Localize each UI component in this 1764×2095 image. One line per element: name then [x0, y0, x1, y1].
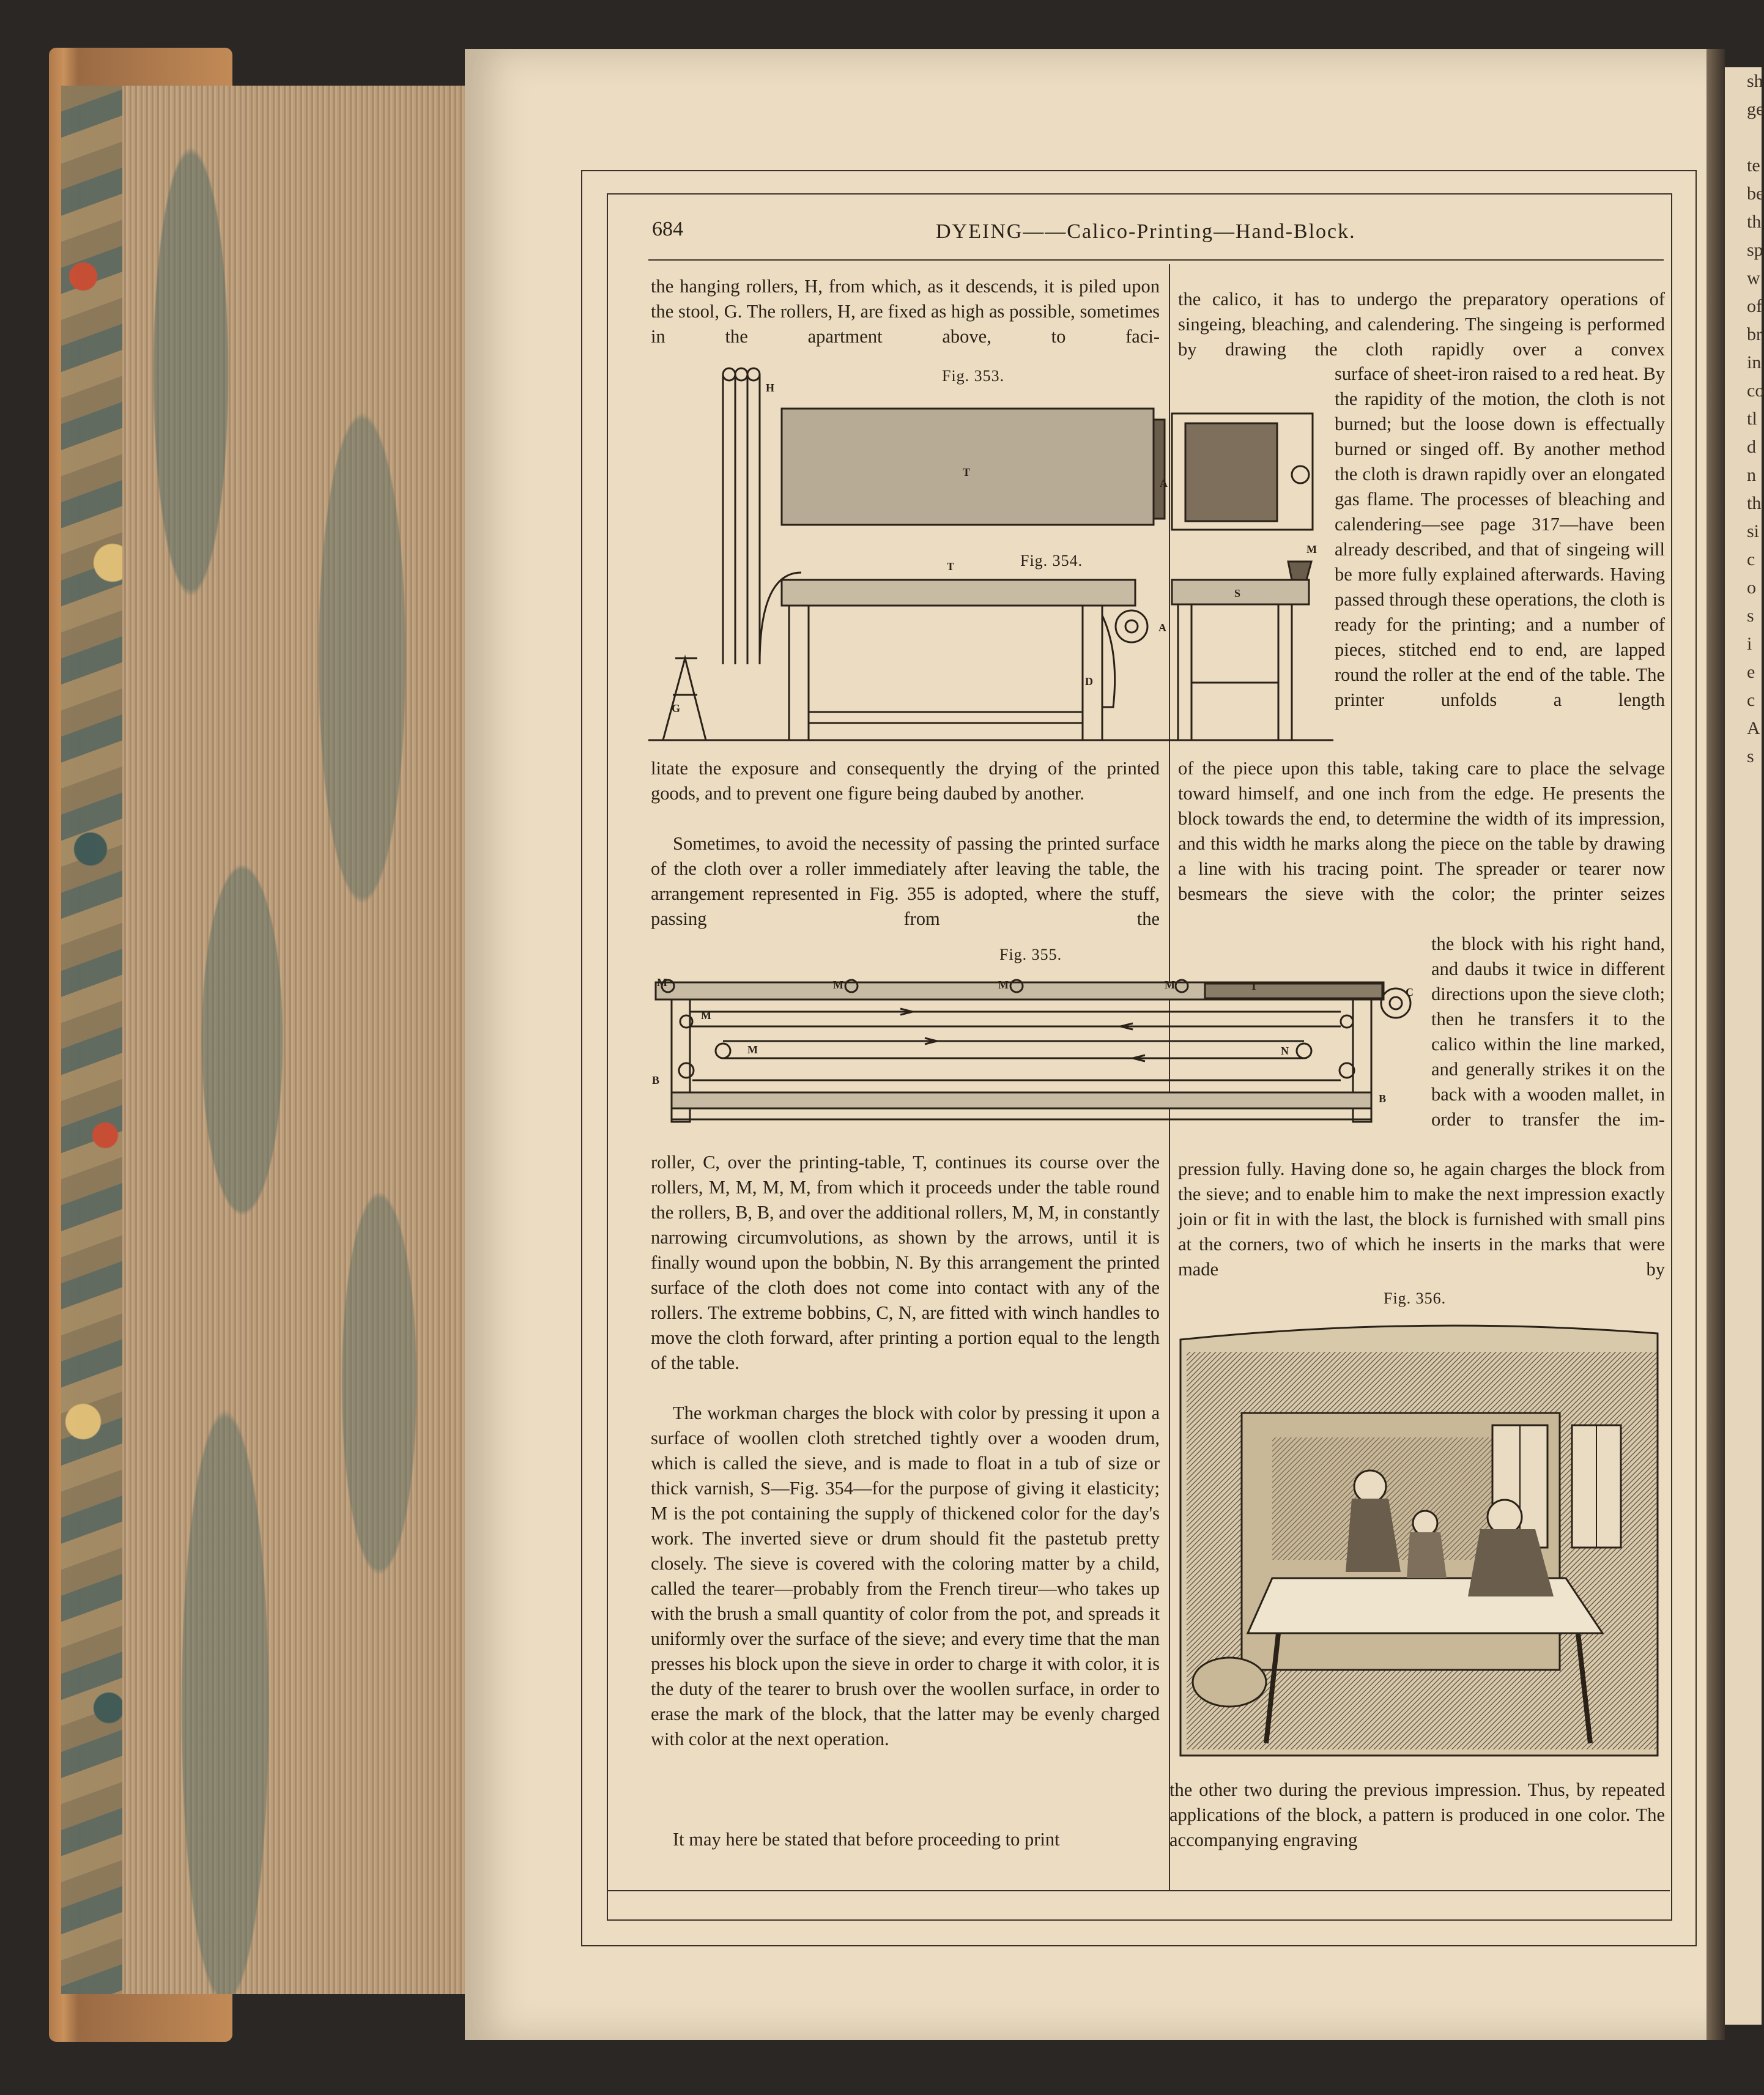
adjacent-page-fragment: of: [1747, 296, 1762, 316]
adjacent-page-fragment: in: [1747, 352, 1762, 373]
adjacent-page-fragment: br: [1747, 324, 1762, 344]
fig354-label-a: A: [1158, 621, 1166, 634]
adjacent-page-fragment: i: [1747, 634, 1752, 654]
adjacent-page-fragment: sh: [1747, 71, 1763, 91]
left-paragraph-5: The workman charges the block with color by pressing it upon a surface of woollen cloth stretched tightly over a wooden drum, which is called the sieve, and is made to float in a tub of size or thick varnish, S—Fig. 354—for the purpose of giving it elasticity; M is the pot containing the supply of thickened color for the day's work. The inverted sieve or drum should fit the pastetub pretty closely. The sieve is covered with the coloring matter by a child, called the tearer—probably from the French tireur—who takes up with the brush a small quantity of color from the pot, and spreads it uniformly over the surface of the sieve; and every time that the man presses his block upon the sieve in order to charge it with color, it is the duty of the tearer to brush over the woollen surface, in order to erase the mark of the block, that the latter may be evenly charged with color at the next operation.: [651, 1403, 1160, 1749]
fig355-label-m5: M: [701, 1009, 711, 1022]
running-head: DYEING——Calico-Printing—Hand-Block.: [936, 220, 1356, 243]
fig355-label-n: N: [1281, 1045, 1289, 1057]
adjacent-page-fragment: w: [1747, 268, 1760, 288]
adjacent-page-fragment: A: [1747, 718, 1760, 738]
fig356-engraving: [1174, 1315, 1664, 1768]
adjacent-page-fragment: sp: [1747, 240, 1763, 260]
adjacent-page-fragment: te: [1747, 155, 1760, 176]
fig355-label-m3: M: [998, 979, 1009, 991]
right-paragraph-5: pression fully. Having done so, he again charges the block from the sieve; and to enable him to make the next impression exactly join or fit in with the last, the block is furnished with small pins at the corners, two of which he inserts in the marks that were made by: [1178, 1159, 1665, 1280]
left-paragraph-3: Sometimes, to avoid the necessity of passing the printed surface of the cloth over a roller immediately after leaving the table, the arrangement represented in Fig. 355 is adopted, where the stuff, passing from the: [651, 833, 1160, 929]
adjacent-page-fragment: o: [1747, 577, 1756, 598]
adjacent-page-fragment: si: [1747, 521, 1760, 541]
book-gutter: [1707, 49, 1725, 2040]
left-paragraph-6: It may here be stated that before proceeding to print: [673, 1829, 1060, 1850]
fig354-label-g: G: [672, 702, 681, 714]
left-paragraph-1: the hanging rollers, H, from which, as it descends, it is piled upon the stool, G. The rollers, H, are fixed as high as possible, sometimes in the apartment above, to faci-: [651, 276, 1160, 347]
fig355-label-b2: B: [1379, 1092, 1387, 1105]
fig355-label-m2: M: [833, 979, 843, 991]
adjacent-page-fragment: tl: [1747, 409, 1757, 429]
fig354-label-d: D: [1085, 675, 1093, 688]
adjacent-page-fragment: n: [1747, 465, 1756, 485]
left-paragraph-4: roller, C, over the printing-table, T, continues its course over the rollers, M, M, M, M, from which it proceeds under the table round the rollers, B, B, and over the additional rollers, M, M, in constantly narrowing circumvolutions, as shown by the arrows, until it is finally wound upon the bobbin, N. By this arrangement the printed surface of the cloth does not come into contact with any of the rollers. The extreme bobbins, C, N, are fitted with winch handles to move the cloth forward, after printing a portion equal to the length of the table.: [651, 1152, 1160, 1373]
fig355-label-m6: M: [747, 1044, 758, 1056]
fig353-label-a: A: [1160, 477, 1168, 489]
adjacent-page-fragment: [1725, 124, 1762, 152]
right-paragraph-2: surface of sheet-iron raised to a red heat. By the rapidity of the motion, the cloth is not burned; but the loose down is effectually burned or singed off. By another method the cloth is drawn rapidly over an elongated gas flame. The processes of bleaching and calendering—see page 317—have been already described, and that of singeing will be more fully explained afterwards. Having passed through these operations, the cloth is ready for the printing; and a number of pieces, stitched end to end, are lapped round the roller at the end of the table. The printer unfolds a length: [1335, 363, 1665, 710]
right-paragraph-4: the block with his right hand, and daubs it twice in different directions upon the sieve cloth; then he transfers it to the calico within the line marked, and generally strikes it on the back with a wooden mallet, in order to transfer the im-: [1431, 933, 1665, 1130]
right-paragraph-3: of the piece upon this table, taking care to place the selvage toward himself, and one inch from the edge. He presents the block towards the end, to determine the width of its impression, and this width he marks along the piece on the table by drawing a line with his tracing point. The spreader or tearer now besmears the sieve with the color; the printer seizes: [1178, 758, 1665, 904]
page-fore-edge: [122, 86, 465, 1994]
right-paragraph-6: the other two during the previous impression. Thus, by repeated applications of the block, a pattern is produced in one color. The accompanying engraving: [1169, 1779, 1665, 1850]
adjacent-page-fragment: c: [1747, 549, 1755, 569]
adjacent-page-fragment: d: [1747, 437, 1756, 457]
fig355-caption: Fig. 355.: [999, 946, 1062, 963]
adjacent-page-fragment: s: [1747, 606, 1754, 626]
adjacent-page-fragment: s: [1747, 746, 1754, 766]
adjacent-page-fragment: c: [1747, 690, 1755, 710]
fig354-label-s: S: [1234, 587, 1241, 599]
adjacent-page: [1725, 67, 1762, 2025]
adjacent-page-fragment: ge: [1747, 99, 1764, 119]
fig355-drawing: [656, 973, 1420, 1125]
fig355-label-t: T: [1250, 980, 1258, 992]
adjacent-page-fragment: th: [1747, 493, 1762, 513]
adjacent-page-fragment: th: [1747, 212, 1762, 232]
fig355-label-b1: B: [652, 1074, 660, 1086]
fig353-354-drawing: [648, 365, 1333, 744]
page-number: 684: [652, 218, 683, 240]
footer-rule: [607, 1890, 1670, 1891]
right-paragraph-1: the calico, it has to undergo the preparatory operations of singeing, bleaching, and calendering. The singeing is performed by drawing the cloth rapidly over a convex: [1178, 289, 1665, 360]
adjacent-page-fragment: e: [1747, 662, 1755, 682]
fig355-label-c: C: [1406, 986, 1414, 998]
fig354-caption: Fig. 354.: [1020, 552, 1083, 569]
fig353-caption: Fig. 353.: [942, 367, 1005, 385]
fig353-label-t: T: [963, 466, 971, 478]
fig354-label-m: M: [1306, 543, 1317, 555]
fig354-label-t: T: [947, 560, 955, 573]
fig355-label-m4: M: [1165, 979, 1175, 991]
adjacent-page-fragment: be: [1747, 184, 1764, 204]
adjacent-page-fragment: co: [1747, 380, 1764, 401]
header-rule: [648, 259, 1664, 261]
fig355-label-m1: M: [657, 976, 667, 988]
left-paragraph-2: litate the exposure and consequently the drying of the printed goods, and to prevent one figure being daubed by another.: [651, 758, 1160, 804]
fig353-label-h: H: [766, 382, 775, 394]
fig356-caption: Fig. 356.: [1384, 1289, 1447, 1307]
